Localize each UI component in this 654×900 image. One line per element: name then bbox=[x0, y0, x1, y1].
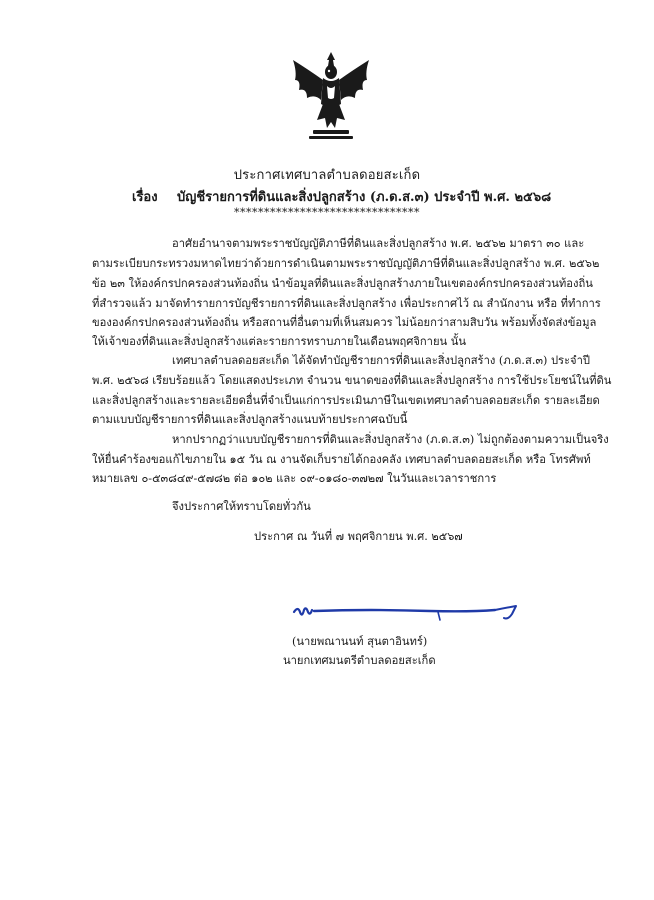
paragraph-line: พ.ศ. ๒๕๖๘ เรียบร้อยแล้ว โดยแสดงประเภท จำนวน ขนาดของที่ดินและสิ่งปลูกสร้าง การใช้ประโยชน์ในที่ดิน bbox=[92, 374, 612, 387]
paragraph-line: หากปรากฏว่าแบบบัญชีรายการที่ดินและสิ่งปลูกสร้าง (ภ.ด.ส.๓) ไม่ถูกต้องตามความเป็นจริง bbox=[172, 433, 609, 446]
paragraph-line: หมายเลข ๐-๕๓๘๔๙-๕๗๘๒ ต่อ ๑๐๒ และ ๐๙-๐๑๘๐-๓๗๒๗ ในวันและเวลาราชการ bbox=[92, 472, 497, 485]
subject-line bbox=[132, 186, 551, 207]
paragraph-line: อาศัยอำนาจตามพระราชบัญญัติภาษีที่ดินและสิ่งปลูกสร้าง พ.ศ. ๒๕๖๒ มาตรา ๓๐ และ bbox=[172, 237, 585, 250]
paragraph-line: ตามระเบียบกระทรวงมหาดไทยว่าด้วยการดำเนินตามพระราชบัญญัติภาษีที่ดินและสิ่งปลูกสร้าง พ.ศ. ๒๕๖๒ bbox=[92, 257, 600, 270]
subject-label: เรื่อง bbox=[132, 190, 158, 205]
date-line: ประกาศ ณ วันที่ ๗ พฤศจิกายน พ.ศ. ๒๕๖๗ bbox=[254, 530, 463, 543]
signer-name: (นายพณานนท์ สุนตาอินทร์) bbox=[292, 635, 428, 648]
signer-position: นายกเทศมนตรีตำบลดอยสะเก็ด bbox=[283, 654, 436, 667]
paragraph-line: ตามแบบบัญชีรายการที่ดินและสิ่งปลูกสร้างแนบท้ายประกาศฉบับนี้ bbox=[92, 413, 408, 426]
paragraph-line: และสิ่งปลูกสร้างและรายละเอียดอื่นที่จำเป็นแก่การประเมินภาษีในเขตเทศบาลตำบลดอยสะเก็ด รายละเอียด bbox=[92, 394, 600, 407]
paragraph-line: ที่สำรวจแล้ว มาจัดทำรายการบัญชีรายการที่ดินและสิ่งปลูกสร้าง เพื่อประกาศไว้ ณ สำนักงาน หรือ ที่ทำการ bbox=[92, 297, 601, 310]
closing-line: จึงประกาศให้ทราบโดยทั่วกัน bbox=[172, 500, 311, 513]
subject-text: บัญชีรายการที่ดินและสิ่งปลูกสร้าง (ภ.ด.ส.๓) ประจำปี พ.ศ. ๒๕๖๘ bbox=[177, 190, 552, 205]
paragraph-line: ให้เจ้าของที่ดินและสิ่งปลูกสร้างแต่ละรายการทราบภายในเดือนพฤศจิกายน นั้น bbox=[92, 335, 467, 348]
paragraph-line: ให้ยื่นคำร้องขอแก้ไขภายใน ๑๕ วัน ณ งานจัดเก็บรายได้กองคลัง เทศบาลตำบลดอยสะเก็ด หรือ โทรศัพท์ bbox=[92, 453, 591, 466]
signature-icon bbox=[290, 596, 530, 626]
paragraph-line: ข้อ ๒๓ ให้องค์กรปกครองส่วนท้องถิ่น นำข้อมูลที่ดินและสิ่งปลูกสร้างภายในเขตองค์กรปกครองส่วนท้องถิ่น bbox=[92, 277, 593, 290]
page-title: ประกาศเทศบาลตำบลดอยสะเก็ด bbox=[233, 168, 421, 183]
garuda-emblem-icon bbox=[287, 50, 375, 146]
separator: ******************************* bbox=[234, 206, 420, 219]
paragraph-line: เทศบาลตำบลดอยสะเก็ด ได้จัดทำบัญชีรายการที่ดินและสิ่งปลูกสร้าง (ภ.ด.ส.๓) ประจำปี bbox=[172, 354, 590, 367]
paragraph-line: ขององค์กรปกครองส่วนท้องถิ่น หรือสถานที่อื่นตามที่เห็นสมควร ไม่น้อยกว่าสามสิบวัน พร้อมทั้งจัดส่งข้อมูล bbox=[92, 316, 597, 329]
